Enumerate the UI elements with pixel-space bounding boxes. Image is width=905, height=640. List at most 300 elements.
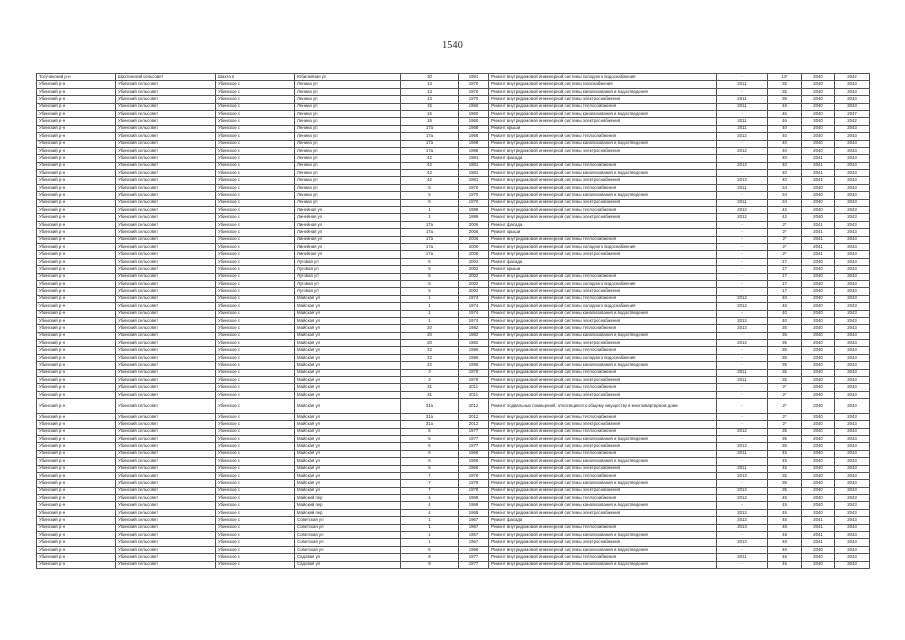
district-cell: Убинский р-н	[37, 96, 116, 103]
plan-start-cell: 2041	[802, 177, 835, 184]
street-cell: Советская ул	[295, 546, 401, 553]
year-built-cell: 1989	[459, 207, 489, 214]
council-cell: Убинский сельсовет	[116, 236, 216, 243]
street-cell: Майский пер	[295, 509, 401, 516]
house-number-cell: 42	[401, 162, 459, 169]
work-type-cell: Ремонт внутридомовой инженерной системы теплоснабжения	[489, 524, 717, 531]
plan-end-cell: 2043	[835, 465, 870, 472]
district-cell: Убинский р-н	[37, 443, 116, 450]
plan-start-cell: 2040	[802, 192, 835, 199]
wear-percent-cell: 40	[768, 140, 802, 147]
plan-start-cell: 2041	[802, 229, 835, 236]
locality-cell: Убинское с	[216, 517, 295, 524]
year-built-cell: 1982	[459, 325, 489, 332]
street-cell: Майская ул	[295, 435, 401, 442]
district-cell: Убинский р-н	[37, 450, 116, 457]
council-cell: Убинский сельсовет	[116, 502, 216, 509]
work-type-cell: Ремонт внутридомовой инженерной системы канализования и водоотведения	[489, 480, 717, 487]
house-number-cell: 17а	[401, 236, 459, 243]
locality-cell: Убинское с	[216, 377, 295, 384]
plan-end-cell: 2043	[835, 421, 870, 428]
last-repair-year-cell: 2011	[717, 377, 768, 384]
year-built-cell: 1970	[459, 88, 489, 95]
council-cell: Убинский сельсовет	[116, 243, 216, 250]
plan-start-cell: 2040	[802, 502, 835, 509]
plan-end-cell: 2042	[835, 74, 870, 81]
locality-cell: Убинское с	[216, 288, 295, 295]
locality-cell: Убинское с	[216, 177, 295, 184]
plan-start-cell: 2040	[802, 332, 835, 339]
wear-percent-cell: 45	[768, 465, 802, 472]
wear-percent-cell: 35	[768, 96, 802, 103]
table-row	[37, 332, 870, 339]
wear-percent-cell: 35	[768, 347, 802, 354]
street-cell: Советская ул	[295, 517, 401, 524]
locality-cell: Убинское с	[216, 162, 295, 169]
last-repair-year-cell: 2013	[717, 325, 768, 332]
street-cell: Линейная ул	[295, 221, 401, 228]
last-repair-year-cell: 2013	[717, 517, 768, 524]
table-row	[37, 96, 870, 103]
last-repair-year-cell: -	[717, 458, 768, 465]
year-built-cell: 1977	[459, 428, 489, 435]
last-repair-year-cell: 2011	[717, 554, 768, 561]
year-built-cell: 1960	[459, 110, 489, 117]
table-row	[37, 192, 870, 199]
last-repair-year-cell: -	[717, 192, 768, 199]
table-row	[37, 509, 870, 516]
year-built-cell: 2012	[459, 399, 489, 414]
house-number-cell: 15	[401, 103, 459, 110]
street-cell: Линейная ул	[295, 207, 401, 214]
plan-start-cell: 2040	[802, 391, 835, 398]
plan-start-cell: 2040	[802, 310, 835, 317]
year-built-cell: 1968	[459, 147, 489, 154]
plan-start-cell: 2041	[802, 162, 835, 169]
last-repair-year-cell: 2012	[717, 317, 768, 324]
plan-start-cell: 2041	[802, 517, 835, 524]
wear-percent-cell: 42	[768, 214, 802, 221]
wear-percent-cell: 40	[768, 133, 802, 140]
wear-percent-cell: 17	[768, 273, 802, 280]
plan-end-cell: 2043	[835, 184, 870, 191]
wear-percent-cell: 17	[768, 280, 802, 287]
plan-end-cell: 2043	[835, 295, 870, 302]
plan-end-cell: 2043	[835, 391, 870, 398]
district-cell: Убинский р-н	[37, 184, 116, 191]
plan-end-cell: 2043	[835, 214, 870, 221]
plan-start-cell: 2040	[802, 340, 835, 347]
council-cell: Убинский сельсовет	[116, 177, 216, 184]
plan-start-cell: 2040	[802, 103, 835, 110]
work-type-cell: Ремонт внутридомовой инженерной системы теплоснабжения	[489, 133, 717, 140]
council-cell: Убинский сельсовет	[116, 347, 216, 354]
house-number-cell: 42	[401, 170, 459, 177]
plan-end-cell: 2043	[835, 310, 870, 317]
plan-start-cell: 2040	[802, 74, 835, 81]
house-number-cell: 22	[401, 362, 459, 369]
house-number-cell: 17а	[401, 147, 459, 154]
council-cell: Убинский сельсовет	[116, 332, 216, 339]
plan-end-cell: 2043	[835, 288, 870, 295]
last-repair-year-cell: 2013	[717, 340, 768, 347]
house-number-cell: 5	[401, 199, 459, 206]
street-cell: Майская ул	[295, 443, 401, 450]
council-cell: Убинский сельсовет	[116, 428, 216, 435]
council-cell: Шахтинский сельсовет	[116, 74, 216, 81]
street-cell: Ленина ул	[295, 162, 401, 169]
plan-end-cell: 2043	[835, 243, 870, 250]
district-cell: Тогучинский р-н	[37, 74, 116, 81]
work-type-cell: Ремонт внутридомовой инженерной системы теплоснабжения	[489, 207, 717, 214]
work-type-cell: Ремонт внутридомовой инженерной системы холодного водоснабжения	[489, 74, 717, 81]
council-cell: Убинский сельсовет	[116, 399, 216, 414]
district-cell: Убинский р-н	[37, 524, 116, 531]
plan-end-cell: 2043	[835, 450, 870, 457]
last-repair-year-cell: 2012	[717, 428, 768, 435]
table-row	[37, 110, 870, 117]
table-row	[37, 214, 870, 221]
locality-cell: Убинское с	[216, 428, 295, 435]
year-built-cell: 1966	[459, 465, 489, 472]
wear-percent-cell: 2*	[768, 421, 802, 428]
last-repair-year-cell: -	[717, 561, 768, 568]
street-cell: Луговая ул	[295, 266, 401, 273]
table-row	[37, 162, 870, 169]
work-type-cell: Ремонт внутридомовой инженерной системы канализования и водоотведения	[489, 310, 717, 317]
street-cell: Ленина ул	[295, 103, 401, 110]
wear-percent-cell: 35	[768, 332, 802, 339]
street-cell: Луговая ул	[295, 273, 401, 280]
table-row	[37, 554, 870, 561]
house-number-cell: 20	[401, 332, 459, 339]
plan-end-cell: 2043	[835, 502, 870, 509]
district-cell: Убинский р-н	[37, 435, 116, 442]
plan-end-cell: 2043	[835, 340, 870, 347]
locality-cell: Убинское с	[216, 214, 295, 221]
wear-percent-cell: 2*	[768, 236, 802, 243]
table-row	[37, 103, 870, 110]
plan-start-cell: 2040	[802, 258, 835, 265]
council-cell: Убинский сельсовет	[116, 554, 216, 561]
work-type-cell: Ремонт внутридомовой инженерной системы электроснабжения	[489, 177, 717, 184]
last-repair-year-cell: 2012	[717, 133, 768, 140]
last-repair-year-cell: -	[717, 229, 768, 236]
district-cell: Убинский р-н	[37, 199, 116, 206]
wear-percent-cell: 35	[768, 88, 802, 95]
work-type-cell: Ремонт внутридомовой инженерной системы электроснабжения	[489, 539, 717, 546]
locality-cell: Убинское с	[216, 266, 295, 273]
locality-cell: Убинское с	[216, 229, 295, 236]
last-repair-year-cell: 2011	[717, 199, 768, 206]
house-number-cell: 17а	[401, 133, 459, 140]
plan-start-cell: 2040	[802, 399, 835, 414]
wear-percent-cell: 45	[768, 458, 802, 465]
house-number-cell: 17а	[401, 125, 459, 132]
work-type-cell: Ремонт внутридомовой инженерной системы электроснабжения	[489, 96, 717, 103]
table-row	[37, 251, 870, 258]
locality-cell: Убинское с	[216, 199, 295, 206]
plan-end-cell: 2043	[835, 192, 870, 199]
wear-percent-cell: 35	[768, 435, 802, 442]
plan-start-cell: 2040	[802, 347, 835, 354]
last-repair-year-cell: 2011	[717, 118, 768, 125]
locality-cell: Убинское с	[216, 280, 295, 287]
council-cell: Убинский сельсовет	[116, 450, 216, 457]
council-cell: Убинский сельсовет	[116, 310, 216, 317]
table-row	[37, 524, 870, 531]
house-number-cell: 7	[401, 472, 459, 479]
table-row	[37, 81, 870, 88]
locality-cell: Убинское с	[216, 435, 295, 442]
last-repair-year-cell: 2012	[717, 303, 768, 310]
locality-cell: Убинское с	[216, 472, 295, 479]
plan-start-cell: 2040	[802, 96, 835, 103]
plan-start-cell: 2040	[802, 280, 835, 287]
work-type-cell: Ремонт фасада	[489, 258, 717, 265]
council-cell: Убинский сельсовет	[116, 184, 216, 191]
last-repair-year-cell: 2011	[717, 96, 768, 103]
house-number-cell: 1	[401, 532, 459, 539]
council-cell: Убинский сельсовет	[116, 207, 216, 214]
plan-start-cell: 2041	[802, 539, 835, 546]
plan-start-cell: 2040	[802, 140, 835, 147]
district-cell: Убинский р-н	[37, 347, 116, 354]
house-number-cell: 31а	[401, 421, 459, 428]
locality-cell: Убинское с	[216, 421, 295, 428]
table-row	[37, 147, 870, 154]
wear-percent-cell: 34	[768, 199, 802, 206]
house-number-cell: 5	[401, 273, 459, 280]
locality-cell: Убинское с	[216, 384, 295, 391]
wear-percent-cell: 35	[768, 340, 802, 347]
street-cell: Майская ул	[295, 317, 401, 324]
wear-percent-cell: 48	[768, 517, 802, 524]
wear-percent-cell: 2*	[768, 221, 802, 228]
locality-cell: Убинское с	[216, 347, 295, 354]
work-type-cell: Ремонт внутридомовой инженерной системы теплоснабжения	[489, 384, 717, 391]
locality-cell: Убинское с	[216, 480, 295, 487]
wear-percent-cell: 35	[768, 443, 802, 450]
wear-percent-cell: 14*	[768, 74, 802, 81]
work-type-cell: Ремонт внутридомовой инженерной системы электроснабжения	[489, 199, 717, 206]
plan-end-cell: 2043	[835, 332, 870, 339]
house-number-cell: 13	[401, 96, 459, 103]
last-repair-year-cell: 2012	[717, 443, 768, 450]
plan-end-cell: 2043	[835, 221, 870, 228]
year-built-cell: 2002	[459, 280, 489, 287]
year-built-cell: 1991	[459, 74, 489, 81]
work-type-cell: Ремонт внутридомовой инженерной системы электроснабжения	[489, 509, 717, 516]
street-cell: Майская ул	[295, 310, 401, 317]
table-row	[37, 480, 870, 487]
last-repair-year-cell: 2012	[717, 295, 768, 302]
plan-end-cell: 2047	[835, 110, 870, 117]
locality-cell: Убинское с	[216, 554, 295, 561]
year-built-cell: 1977	[459, 554, 489, 561]
house-number-cell: 7	[401, 487, 459, 494]
plan-end-cell: 2043	[835, 155, 870, 162]
house-number-cell: 3	[401, 377, 459, 384]
work-type-cell: Ремонт внутридомовой инженерной системы теплоснабжения	[489, 413, 717, 420]
district-cell: Убинский р-н	[37, 81, 116, 88]
locality-cell: Убинское с	[216, 125, 295, 132]
table-row	[37, 243, 870, 250]
district-cell: Убинский р-н	[37, 487, 116, 494]
plan-end-cell: 2043	[835, 162, 870, 169]
locality-cell: Убинское с	[216, 362, 295, 369]
work-type-cell: Ремонт внутридомовой инженерной системы теплоснабжения	[489, 184, 717, 191]
house-number-cell: 7	[401, 480, 459, 487]
district-cell: Убинский р-н	[37, 310, 116, 317]
plan-end-cell: 2043	[835, 472, 870, 479]
work-type-cell: Ремонт внутридомовой инженерной системы теплоснабжения	[489, 495, 717, 502]
repair-schedule-table	[36, 73, 870, 569]
last-repair-year-cell: -	[717, 221, 768, 228]
locality-cell: Убинское с	[216, 243, 295, 250]
plan-start-cell: 2040	[802, 354, 835, 361]
year-built-cell: 2006	[459, 229, 489, 236]
council-cell: Убинский сельсовет	[116, 155, 216, 162]
plan-end-cell: 2043	[835, 303, 870, 310]
wear-percent-cell: 42	[768, 207, 802, 214]
wear-percent-cell: 2*	[768, 384, 802, 391]
plan-start-cell: 2040	[802, 465, 835, 472]
plan-start-cell: 2040	[802, 110, 835, 117]
last-repair-year-cell: 2011	[717, 81, 768, 88]
locality-cell: Убинское с	[216, 170, 295, 177]
plan-start-cell: 2040	[802, 487, 835, 494]
plan-end-cell: 2043	[835, 177, 870, 184]
wear-percent-cell: 35	[768, 81, 802, 88]
council-cell: Убинский сельсовет	[116, 133, 216, 140]
work-type-cell: Ремонт внутридомовой инженерной системы электроснабжения	[489, 487, 717, 494]
street-cell: Майская ул	[295, 377, 401, 384]
house-number-cell: 31	[401, 391, 459, 398]
locality-cell: Убинское с	[216, 192, 295, 199]
work-type-cell: Ремонт внутридомовой инженерной системы электроснабжения	[489, 317, 717, 324]
council-cell: Убинский сельсовет	[116, 325, 216, 332]
house-number-cell: 4	[401, 495, 459, 502]
wear-percent-cell: 46	[768, 554, 802, 561]
table-row	[37, 155, 870, 162]
district-cell: Убинский р-н	[37, 243, 116, 250]
plan-end-cell: 2043	[835, 103, 870, 110]
street-cell: Майская ул	[295, 480, 401, 487]
wear-percent-cell: 35	[768, 480, 802, 487]
plan-end-cell: 2043	[835, 435, 870, 442]
wear-percent-cell: 48	[768, 524, 802, 531]
table-row	[37, 74, 870, 81]
wear-percent-cell: 40	[768, 303, 802, 310]
street-cell: Ленина ул	[295, 133, 401, 140]
last-repair-year-cell: -	[717, 258, 768, 265]
year-built-cell: 1970	[459, 192, 489, 199]
council-cell: Убинский сельсовет	[116, 443, 216, 450]
street-cell: Майская ул	[295, 325, 401, 332]
table-row	[37, 399, 870, 414]
council-cell: Убинский сельсовет	[116, 88, 216, 95]
work-type-cell: Ремонт внутридомовой инженерной системы канализования и водоотведения	[489, 88, 717, 95]
house-number-cell: 5	[401, 546, 459, 553]
street-cell: Майская ул	[295, 428, 401, 435]
locality-cell: Убинское с	[216, 458, 295, 465]
work-type-cell: Ремонт внутридомовой инженерной системы канализования и водоотведения	[489, 546, 717, 553]
council-cell: Убинский сельсовет	[116, 413, 216, 420]
table-row	[37, 413, 870, 420]
district-cell: Убинский р-н	[37, 280, 116, 287]
locality-cell: Убинское с	[216, 140, 295, 147]
wear-percent-cell: 35	[768, 487, 802, 494]
year-built-cell: 1968	[459, 140, 489, 147]
street-cell: Ленина ул	[295, 147, 401, 154]
year-built-cell: 1967	[459, 532, 489, 539]
wear-percent-cell: 46	[768, 118, 802, 125]
locality-cell: Убинское с	[216, 443, 295, 450]
year-built-cell: 1968	[459, 125, 489, 132]
year-built-cell: 1969	[459, 546, 489, 553]
wear-percent-cell: 35	[768, 354, 802, 361]
plan-start-cell: 2040	[802, 288, 835, 295]
year-built-cell: 1982	[459, 340, 489, 347]
year-built-cell: 2002	[459, 266, 489, 273]
plan-end-cell: 2043	[835, 480, 870, 487]
work-type-cell: Ремонт внутридомовой инженерной системы электроснабжения	[489, 465, 717, 472]
wear-percent-cell: 46	[768, 546, 802, 553]
district-cell: Убинский р-н	[37, 288, 116, 295]
council-cell: Убинский сельсовет	[116, 147, 216, 154]
council-cell: Убинский сельсовет	[116, 480, 216, 487]
wear-percent-cell: 40	[768, 147, 802, 154]
table-row	[37, 325, 870, 332]
council-cell: Убинский сельсовет	[116, 214, 216, 221]
last-repair-year-cell: -	[717, 435, 768, 442]
council-cell: Убинский сельсовет	[116, 435, 216, 442]
street-cell: Майская ул	[295, 487, 401, 494]
year-built-cell: 1981	[459, 162, 489, 169]
house-number-cell: 22	[401, 347, 459, 354]
plan-start-cell: 2041	[802, 532, 835, 539]
table-row	[37, 140, 870, 147]
locality-cell: Убинское с	[216, 207, 295, 214]
table-row	[37, 340, 870, 347]
council-cell: Убинский сельсовет	[116, 273, 216, 280]
last-repair-year-cell: 2013	[717, 487, 768, 494]
wear-percent-cell: 48	[768, 532, 802, 539]
last-repair-year-cell: -	[717, 413, 768, 420]
locality-cell: Убинское с	[216, 487, 295, 494]
last-repair-year-cell: -	[717, 362, 768, 369]
year-built-cell: 1989	[459, 214, 489, 221]
last-repair-year-cell: 2011	[717, 369, 768, 376]
street-cell: Советская ул	[295, 539, 401, 546]
locality-cell: Убинское с	[216, 325, 295, 332]
plan-end-cell: 2043	[835, 524, 870, 531]
plan-end-cell: 2043	[835, 325, 870, 332]
work-type-cell: Ремонт внутридомовой инженерной системы электроснабжения	[489, 340, 717, 347]
plan-end-cell: 2043	[835, 280, 870, 287]
house-number-cell: 17а	[401, 140, 459, 147]
table-row	[37, 391, 870, 398]
plan-start-cell: 2041	[802, 170, 835, 177]
last-repair-year-cell: 2011	[717, 184, 768, 191]
council-cell: Убинский сельсовет	[116, 509, 216, 516]
district-cell: Убинский р-н	[37, 340, 116, 347]
plan-start-cell: 2041	[802, 251, 835, 258]
council-cell: Убинский сельсовет	[116, 103, 216, 110]
table-row	[37, 280, 870, 287]
year-built-cell: 2006	[459, 236, 489, 243]
